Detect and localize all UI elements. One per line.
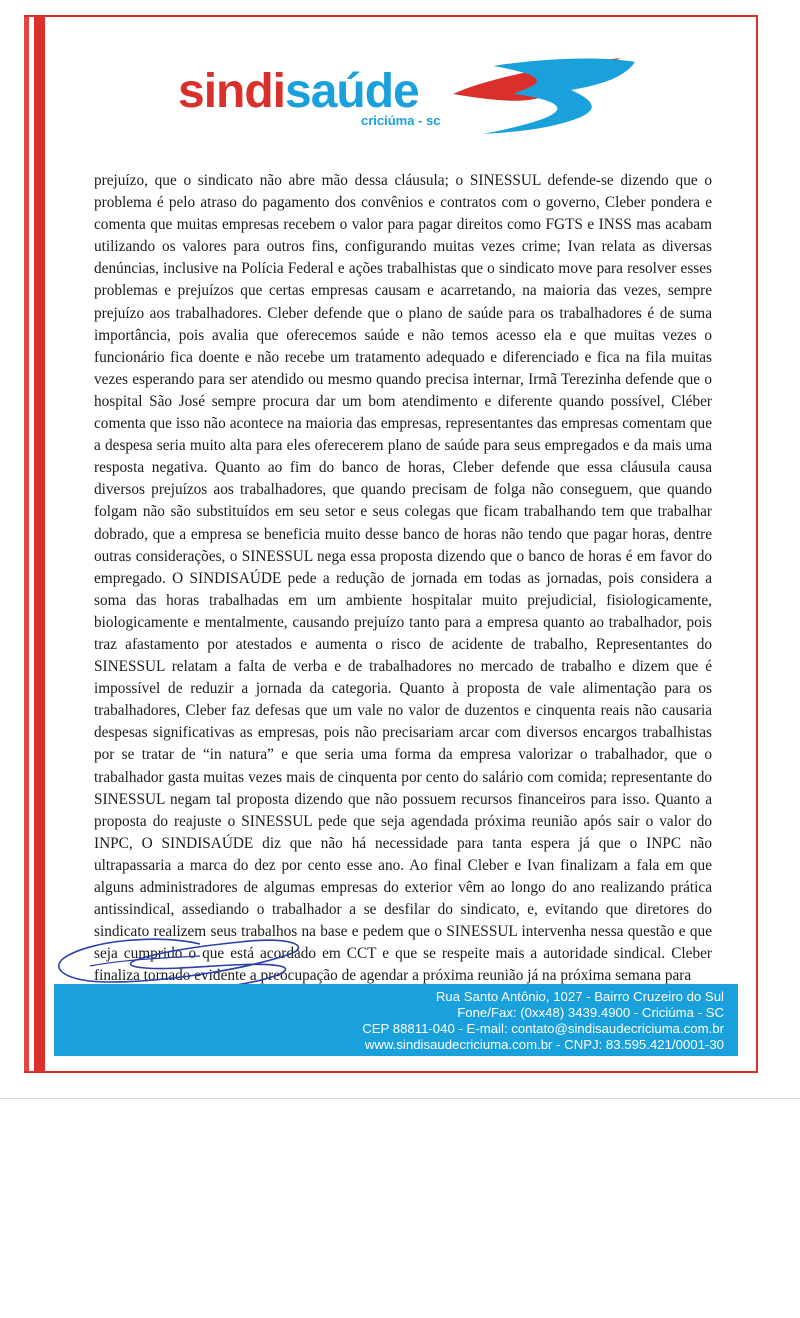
logo-swoosh-icon [453,56,638,136]
left-margin-stripe-outer [24,17,29,1071]
sindisaude-logo [178,56,638,142]
footer-phone: Fone/Fax: (0xx48) 3439.4900 - Criciúma - SC [457,1005,724,1020]
letter-body: prejuízo, que o sindicato não abre mão dessa cláusula; o SINESSUL defende-se dizendo que o problema é pelo atraso do pagamento dos convênios e contratos com o governo, Cleber pondera e comenta que muitas empresas recebem o valor para pagar direitos como FGTS e INSS mas acabam utilizando os valores para outros fins, configurando muitas vezes crime; Ivan relata as diversas denúncias, inclusive na Polícia Federal e ações trabalhistas que o sindicato move para resolver esses problemas e prejuízos que certas empresas causam e acarretando, na maioria das vezes, sempre prejuízo aos trabalhadores. Cleber defende que o plano de saúde para os trabalhadores é de suma importância, pois avalia que oferecemos saúde e não temos acesso ela e que muitas vezes o funcionário fica doente e não recebe um tratamento adequado e diferenciado e fica na fila muitas vezes esperando para ser atendido ou mesmo quando precisa internar, Irmã Terezinha defende que o hospital São José sempre procura dar um bom atendimento e diferente quando possível, Cléber comenta que isso não acontece na maioria das empresas, representantes das empresas comentam que a despesa seria muito alta para eles oferecerem plano de saúde para seus empregados e da mais uma resposta negativa. Quanto ao fim do banco de horas, Cleber defende que essa cláusula causa diversos prejuízos aos trabalhadores, que quando precisam de folga não conseguem, que quando folgam não são substituídos em seu setor e seus colegas que ficam trabalhando tem que trabalhar dobrado, que a empresa se beneficia muito desse banco de horas não tendo que pagar horas, dentre outras considerações, o SINESSUL nega essa proposta dizendo que o banco de horas é em favor do empregado. O SINDISAÚDE pede a redução de jornada em todas as jornadas, pois considera a soma das horas trabalhadas em um ambiente hospitalar muito prejudicial, fisiologicamente, biologicamente e mentalmente, causando prejuízo tanto para a empresa quanto ao trabalhador, pois traz afastamento por atestados e aumenta o risco de acidente de trabalho, Representantes do SINESSUL relatam a falta de verba e de trabalhadores no mercado de trabalho e dizem que é impossível de reduzir a jornada da categoria. Quanto à proposta de vale alimentação para os trabalhadores, Cleber faz defesas que um vale no valor de duzentos e cinquenta reais não causaria despesas significativas as empresas, pois não precisariam arcar com diversos encargos trabalhistas por se tratar de “in natura” e que seria uma forma da empresa valorizar o trabalhador, que o trabalhador gasta muitas vezes mais de cinquenta por cento do salário com comida; representante do SINESSUL negam tal proposta dizendo que não possuem recursos financeiros para isso. Quanto a proposta do reajuste o SINESSUL pede que seja agendada próxima reunião após sair o valor do INPC, O SINDISAÚDE diz que não há necessidade para tanta espera já que o INPC não ultrapassaria a marca do dez por cento esse ano. Ao final Cleber e Ivan finalizam a fala em que alguns administradores de algumas empresas do exterior vêm ao longo do ano realizando prática antissindical, assediando o trabalhador a se desfilar do sindicato, e, evitando que diretores do sindicato realizem seus trabalhos na base e pedem que o SINESSUL intervenha nessa questão e que seja cumprido o que está acordado em CCT e que se respeite mais a autoridade sindical. Cleber finaliza tornado evidente a preocupação de agendar a próxima reunião já na próxima semana para [94,172,712,985]
footer-contact-bar [54,984,738,1056]
logo-word-sindi: sindi [178,65,286,118]
footer-cep-email: CEP 88811-040 - E-mail: contato@sindisaudecriciuma.com.br [362,1021,724,1036]
logo-subtitle: criciúma - sc [361,113,441,128]
left-margin-stripe [34,17,45,1071]
logo-word-saude: saúde [285,65,419,118]
scan-edge-line [0,1098,800,1099]
footer-address: Rua Santo Antônio, 1027 - Bairro Cruzeiro do Sul [435,989,724,1004]
footer-web-cnpj: www.sindisaudecriciuma.com.br - CNPJ: 83.595.421/0001-30 [364,1037,724,1052]
footer-contact-info [362,989,724,1053]
logo-wordmark [178,65,419,118]
